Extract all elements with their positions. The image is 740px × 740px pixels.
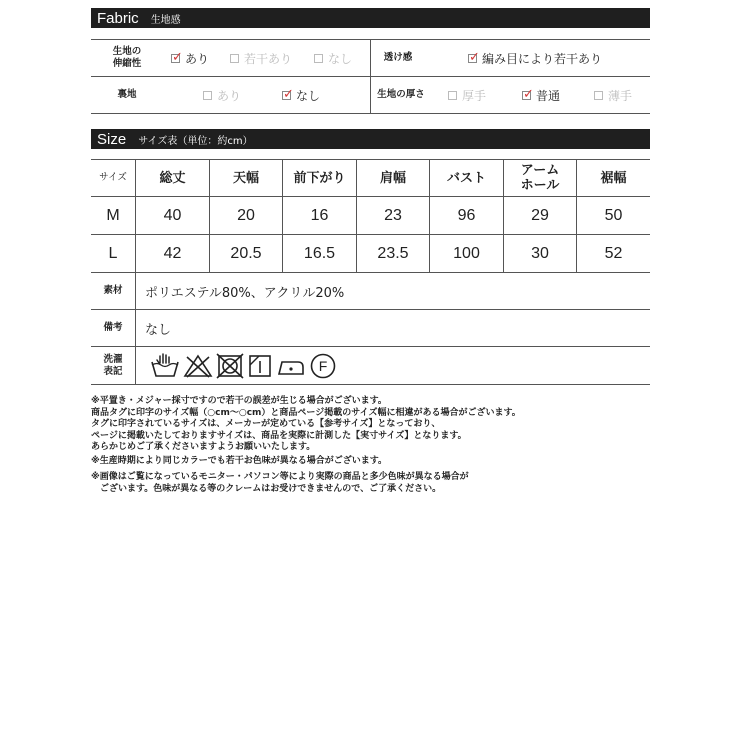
header-total-length: 総丈	[159, 170, 186, 186]
table-cell: 42	[163, 244, 182, 262]
stretch-option-yes: ✓ あり	[171, 49, 209, 66]
table-cell: 23	[384, 206, 402, 224]
header-shoulder: 肩幅	[379, 170, 406, 186]
table-cell: 52	[604, 244, 623, 262]
size-title-en: Size	[97, 130, 127, 148]
lining-option-no: ✓ なし	[282, 86, 320, 103]
size-label-m: M	[106, 206, 120, 224]
sheer-option-slight: ✓ 編み目により若干あり	[468, 49, 602, 66]
material-label: 素材	[103, 285, 123, 296]
stretch-option-slight: 若干あり	[228, 40, 294, 76]
size-header-bar	[91, 129, 650, 149]
drip-dry-shade-icon	[247, 353, 273, 379]
no-bleach-icon	[183, 353, 213, 379]
dry-clean-f-icon	[309, 352, 337, 380]
table-cell: 96	[457, 206, 476, 224]
checkbox-icon	[203, 91, 212, 100]
checkbox-icon	[594, 91, 603, 100]
table-cell: 20	[237, 206, 255, 224]
sheer-label: 透け感	[383, 52, 413, 63]
notes-block	[91, 396, 611, 495]
header-neck-width: 天幅	[232, 170, 259, 186]
fabric-title-jp: 生地感	[150, 14, 181, 26]
care-symbols	[150, 352, 337, 380]
checkbox-icon	[230, 54, 239, 63]
header-front-drop: 前下がり	[293, 170, 346, 186]
table-cell: 30	[531, 244, 549, 262]
checkbox-checked-icon: ✓	[282, 86, 294, 102]
table-cell: 100	[453, 244, 480, 262]
thickness-label: 生地の厚さ	[377, 89, 425, 100]
stretch-label: 生地の 伸縮性	[112, 46, 142, 69]
checkbox-checked-icon: ✓	[468, 49, 480, 65]
table-cell: 23.5	[377, 244, 409, 262]
size-label-l: L	[108, 244, 118, 262]
hand-wash-icon	[150, 353, 180, 379]
care-label: 洗濯 表記	[103, 353, 123, 377]
size-title-jp: サイズ表（単位：約cm）	[138, 135, 253, 147]
table-cell: 16	[310, 206, 329, 224]
lining-label: 裏地	[117, 89, 137, 100]
checkbox-icon	[314, 54, 323, 63]
note-line: タグに印字されているサイズは、メーカーが定めている【参考サイズ】となっており、	[91, 419, 441, 429]
note-line: 商品タグに印字のサイズ幅（○cm～○cm）と商品ページ掲載のサイズ幅に相違がある場合がございます。	[91, 407, 521, 418]
checkbox-checked-icon: ✓	[171, 49, 183, 65]
note-line: ございます。色味が異なる等のクレームはお受けできませんので、ご了承ください。	[91, 483, 442, 494]
thickness-option-thick: 厚手	[444, 77, 490, 113]
header-hem-width: 裾幅	[600, 170, 627, 186]
note-line: ※平置き・メジャー採寸ですので若干の誤差が生じる場合がございます。	[91, 396, 387, 406]
material-value: ポリエステル80%、アクリル20%	[145, 285, 345, 301]
header-bust: バスト	[446, 170, 486, 186]
remarks-label: 備考	[103, 322, 123, 333]
thickness-option-thin: 薄手	[590, 77, 636, 113]
table-cell: 16.5	[303, 244, 336, 262]
remarks-value: なし	[145, 322, 172, 338]
low-iron-icon	[276, 353, 306, 379]
no-tumble-dry-icon	[216, 353, 244, 379]
note-line: ※画像はご覧になっているモニター・パソコン等により実際の商品と多少色味が異なる場合が	[91, 472, 469, 482]
header-size: サイズ	[99, 172, 127, 183]
fabric-title-en: Fabric	[97, 9, 139, 27]
svg-text:F: F	[318, 358, 328, 374]
note-line: あらかじめご了承くださいますようお願いいたします。	[91, 442, 316, 452]
table-cell: 40	[163, 206, 182, 224]
note-line: ページに掲載いたしておりますサイズは、商品を実際に計測した【実寸サイズ】となります。	[91, 430, 467, 441]
stretch-option-none: なし	[310, 40, 356, 76]
note-line: ※生産時期により同じカラーでも若干お色味が異なる場合がございます。	[91, 455, 388, 466]
fabric-header-bar	[91, 8, 650, 28]
table-cell: 20.5	[230, 244, 262, 262]
header-armhole: アーム ホール	[520, 163, 560, 193]
thickness-option-normal: ✓ 普通	[522, 86, 560, 103]
table-cell: 50	[604, 206, 623, 224]
checkbox-checked-icon: ✓	[522, 86, 534, 102]
checkbox-icon	[448, 91, 457, 100]
lining-option-yes: あり	[200, 77, 244, 113]
table-cell: 29	[531, 206, 549, 224]
